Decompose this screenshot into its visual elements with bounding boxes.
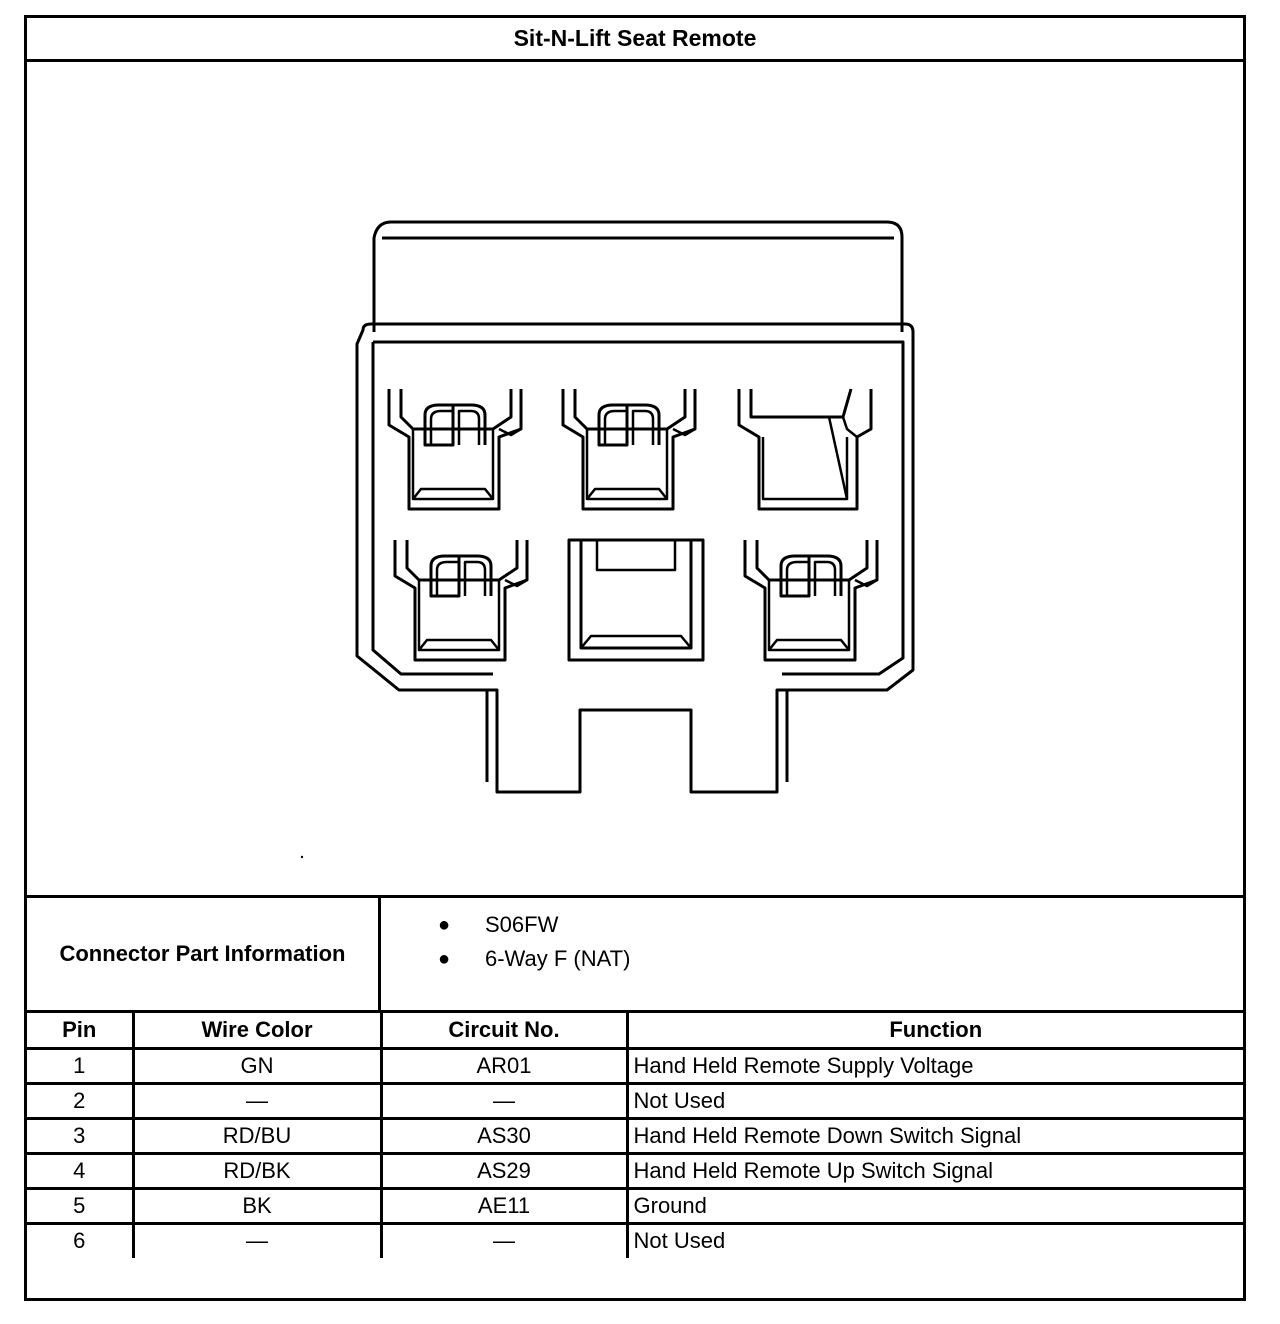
connector-description: 6-Way F (NAT) <box>485 946 631 971</box>
connector-part-info-label: Connector Part Information <box>27 898 381 1010</box>
table-row <box>27 1118 1243 1153</box>
connector-sheet <box>24 15 1246 1301</box>
table-row <box>27 1223 1243 1258</box>
cavity-bottom-center <box>569 540 703 660</box>
function-cell: Not Used <box>627 1083 1243 1118</box>
wire-color-cell: RD/BK <box>133 1153 381 1188</box>
pin-cell: 5 <box>27 1188 133 1223</box>
connector-part-info-item <box>381 942 1243 976</box>
pinout-header-row <box>27 1013 1243 1048</box>
connector-part-info <box>27 895 1243 1013</box>
pinout-table <box>27 1013 1243 1258</box>
cavity-bottom-right <box>745 540 877 660</box>
connector-face-svg <box>27 62 1243 895</box>
cavity-bottom-left <box>395 540 527 660</box>
circuit-no-cell: — <box>381 1083 627 1118</box>
connector-part-info-list <box>381 898 1243 1020</box>
pin-cell: 2 <box>27 1083 133 1118</box>
table-row <box>27 1083 1243 1118</box>
wire-color-cell: — <box>133 1083 381 1118</box>
table-row <box>27 1048 1243 1083</box>
circuit-no-cell: — <box>381 1223 627 1258</box>
circuit-no-header: Circuit No. <box>381 1013 627 1048</box>
page-title: Sit-N-Lift Seat Remote <box>27 18 1243 62</box>
cavity-top-right <box>739 389 871 509</box>
pin-cell: 4 <box>27 1153 133 1188</box>
connector-part-info-item <box>381 908 1243 942</box>
circuit-no-cell: AS29 <box>381 1153 627 1188</box>
pin-cell: 3 <box>27 1118 133 1153</box>
function-header: Function <box>627 1013 1243 1048</box>
wire-color-cell: GN <box>133 1048 381 1083</box>
wire-color-cell: RD/BU <box>133 1118 381 1153</box>
pin-cell: 6 <box>27 1223 133 1258</box>
connector-top-lip <box>374 222 902 332</box>
function-cell: Hand Held Remote Up Switch Signal <box>627 1153 1243 1188</box>
circuit-no-cell: AE11 <box>381 1188 627 1223</box>
function-cell: Hand Held Remote Supply Voltage <box>627 1048 1243 1083</box>
cavity-top-left <box>389 389 521 509</box>
pin-cell: 1 <box>27 1048 133 1083</box>
bullet-icon: ● <box>438 948 451 970</box>
wire-color-header: Wire Color <box>133 1013 381 1048</box>
stray-dot <box>301 856 303 858</box>
pin-header: Pin <box>27 1013 133 1048</box>
part-number: S06FW <box>485 912 559 937</box>
connector-drawing <box>27 62 1243 895</box>
wire-color-cell: BK <box>133 1188 381 1223</box>
wire-color-cell: — <box>133 1223 381 1258</box>
function-cell: Not Used <box>627 1223 1243 1258</box>
function-cell: Hand Held Remote Down Switch Signal <box>627 1118 1243 1153</box>
circuit-no-cell: AS30 <box>381 1118 627 1153</box>
connector-housing <box>357 324 913 792</box>
table-row <box>27 1188 1243 1223</box>
function-cell: Ground <box>627 1188 1243 1223</box>
bullet-icon: ● <box>438 914 451 936</box>
cavity-top-center <box>563 389 695 509</box>
circuit-no-cell: AR01 <box>381 1048 627 1083</box>
table-row <box>27 1153 1243 1188</box>
